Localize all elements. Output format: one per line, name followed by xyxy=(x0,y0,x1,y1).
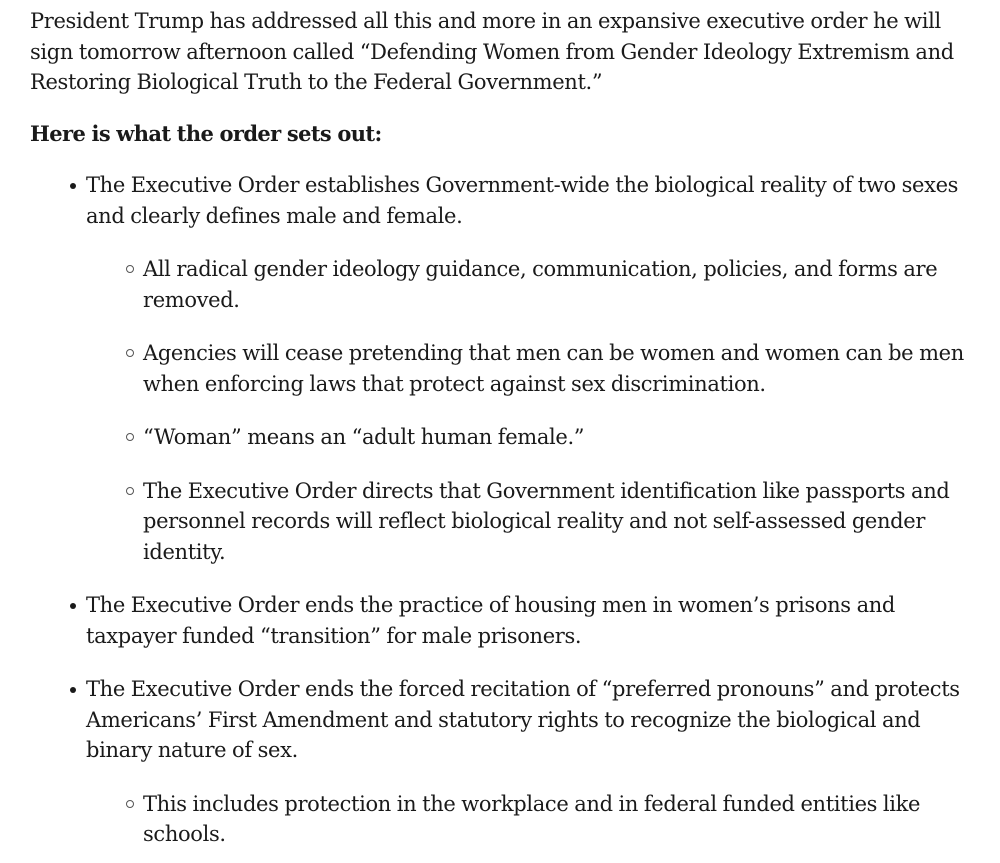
section-heading: Here is what the order sets out: xyxy=(30,120,382,146)
list-item xyxy=(86,674,966,850)
sub-list-item xyxy=(143,254,983,315)
sub-bullet-text: This includes protection in the workplace and in federal funded entities like schools. xyxy=(143,791,921,846)
sub-list-item xyxy=(143,422,983,453)
sub-bullet-text: “Woman” means an “adult human female.” xyxy=(143,425,585,449)
sub-bullet-text: The Executive Order directs that Government identification like passports and personnel records will reflect biological reality and not self-assessed gender identity. xyxy=(143,478,950,564)
sub-list-item xyxy=(143,476,983,568)
bullet-text: The Executive Order establishes Government-wide the biological reality of two sexes and clearly defines male and female. xyxy=(86,173,959,228)
bullet-text: The Executive Order ends the forced recitation of “preferred pronouns” and protects Americans’ First Amendment and statutory rights to recognize the biological and binary nature of sex. xyxy=(86,677,960,762)
sub-list xyxy=(86,789,966,850)
sub-bullet-text: All radical gender ideology guidance, communication, policies, and forms are removed. xyxy=(143,257,938,312)
intro-paragraph: President Trump has addressed all this and more in an expansive executive order he will sign tomorrow afternoon called “Defending Women from Gender Ideology Extremism and Restoring Biological Truth to the Federal Government.” xyxy=(30,9,954,94)
bullet-text: The Executive Order ends the practice of housing men in women’s prisons and taxpayer funded “transition” for male prisoners. xyxy=(86,593,896,648)
sub-list-item xyxy=(143,338,983,399)
sub-bullet-text: Agencies will cease pretending that men can be women and women can be men when enforcing laws that protect against sex discrimination. xyxy=(143,341,964,396)
sub-list xyxy=(86,254,966,567)
list-item xyxy=(86,590,966,651)
order-points-list xyxy=(30,170,990,850)
sub-list-item xyxy=(143,789,983,850)
list-item xyxy=(86,170,966,567)
